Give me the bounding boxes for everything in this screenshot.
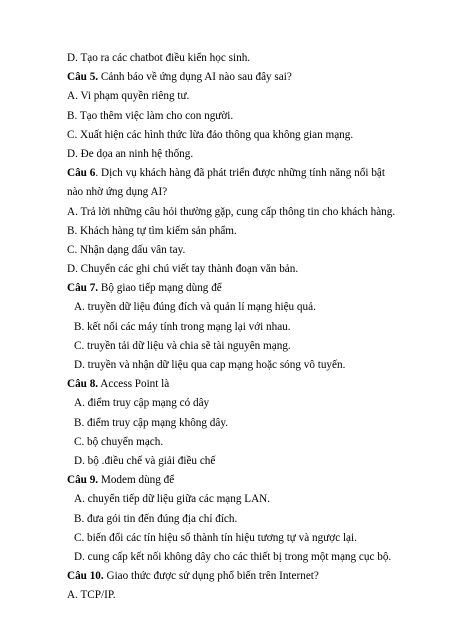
option-b-q5: B. Tạo thêm việc làm cho con người. [67, 110, 234, 122]
option-a-q5: A. Vi phạm quyền riêng tư. [67, 90, 190, 102]
question-6 [67, 167, 385, 179]
option-c-q6: C. Nhận dạng dấu vân tay. [67, 244, 186, 256]
option-b-q9: B. đưa gói tin đến đúng địa chỉ đích. [74, 513, 238, 525]
question-text: Access Point là [98, 378, 170, 390]
option-c-q8: C. bộ chuyển mạch. [74, 436, 164, 448]
option-c-q9: C. biến đổi các tín hiệu số thành tín hiệu tương tự và ngược lại. [74, 532, 357, 544]
question-text: . Dịch vụ khách hàng đã phát triển được những tính năng nổi bật [95, 167, 385, 179]
question-text: Modem dùng để [98, 474, 175, 486]
option-b-q6: B. Khách hàng tự tìm kiếm sản phẩm. [67, 225, 237, 237]
option-d-q4: D. Tạo ra các chatbot điều kiển học sinh. [67, 52, 251, 64]
option-a-q8: A. điểm truy cập mạng có dây [74, 397, 210, 409]
option-b-q8: B. điểm truy cập mạng không dây. [74, 417, 229, 429]
option-a-q9: A. chuyển tiếp dữ liệu giữa các mạng LAN. [74, 493, 271, 505]
option-d-q9: D. cung cấp kết nối không dây cho các thiết bị trong một mạng cục bộ. [74, 551, 392, 563]
option-a-q6: A. Trả lời những câu hỏi thường gặp, cung cấp thông tin cho khách hàng. [67, 206, 396, 218]
question-number: Câu 8. [67, 378, 99, 390]
option-c-q7: C. truyền tải dữ liệu và chia sẽ tài nguyên mạng. [74, 340, 291, 352]
question-text: Cảnh báo về ứng dụng AI nào sau đây sai? [98, 71, 292, 83]
question-7 [67, 282, 222, 294]
question-8 [67, 378, 169, 390]
option-d-q5: D. Đe dọa an ninh hệ thống. [67, 148, 194, 160]
question-10 [67, 570, 319, 582]
option-d-q6: D. Chuyển các ghi chú viết tay thành đoạn văn bản. [67, 263, 299, 275]
question-number: Câu 6 [67, 167, 96, 179]
question-number: Câu 5. [67, 71, 99, 83]
option-a-q10: A. TCP/IP. [67, 589, 116, 601]
question-9 [67, 474, 174, 486]
question-number: Câu 7. [67, 282, 99, 294]
question-number: Câu 9. [67, 474, 99, 486]
option-c-q5: C. Xuất hiện các hình thức lừa đảo thông qua không gian mạng. [67, 129, 354, 141]
question-text: Giao thức được sử dụng phổ biến trên Internet? [103, 570, 319, 582]
question-text: Bộ giao tiếp mạng dùng để [98, 282, 222, 294]
question-number: Câu 10. [67, 570, 104, 582]
question-5 [67, 71, 292, 83]
option-a-q7: A. truyền dữ liệu đúng đích và quản lí mạng hiệu quả. [74, 301, 316, 313]
question-6-continued: nào nhờ ứng dụng AI? [67, 186, 168, 198]
option-d-q7: D. truyền và nhận dữ liệu qua cap mạng hoặc sóng vô tuyến. [74, 359, 346, 371]
option-b-q7: B. kết nối các máy tính trong mạng lại với nhau. [74, 321, 291, 333]
option-d-q8: D. bộ .điều chế và giải điều chế [74, 455, 216, 467]
